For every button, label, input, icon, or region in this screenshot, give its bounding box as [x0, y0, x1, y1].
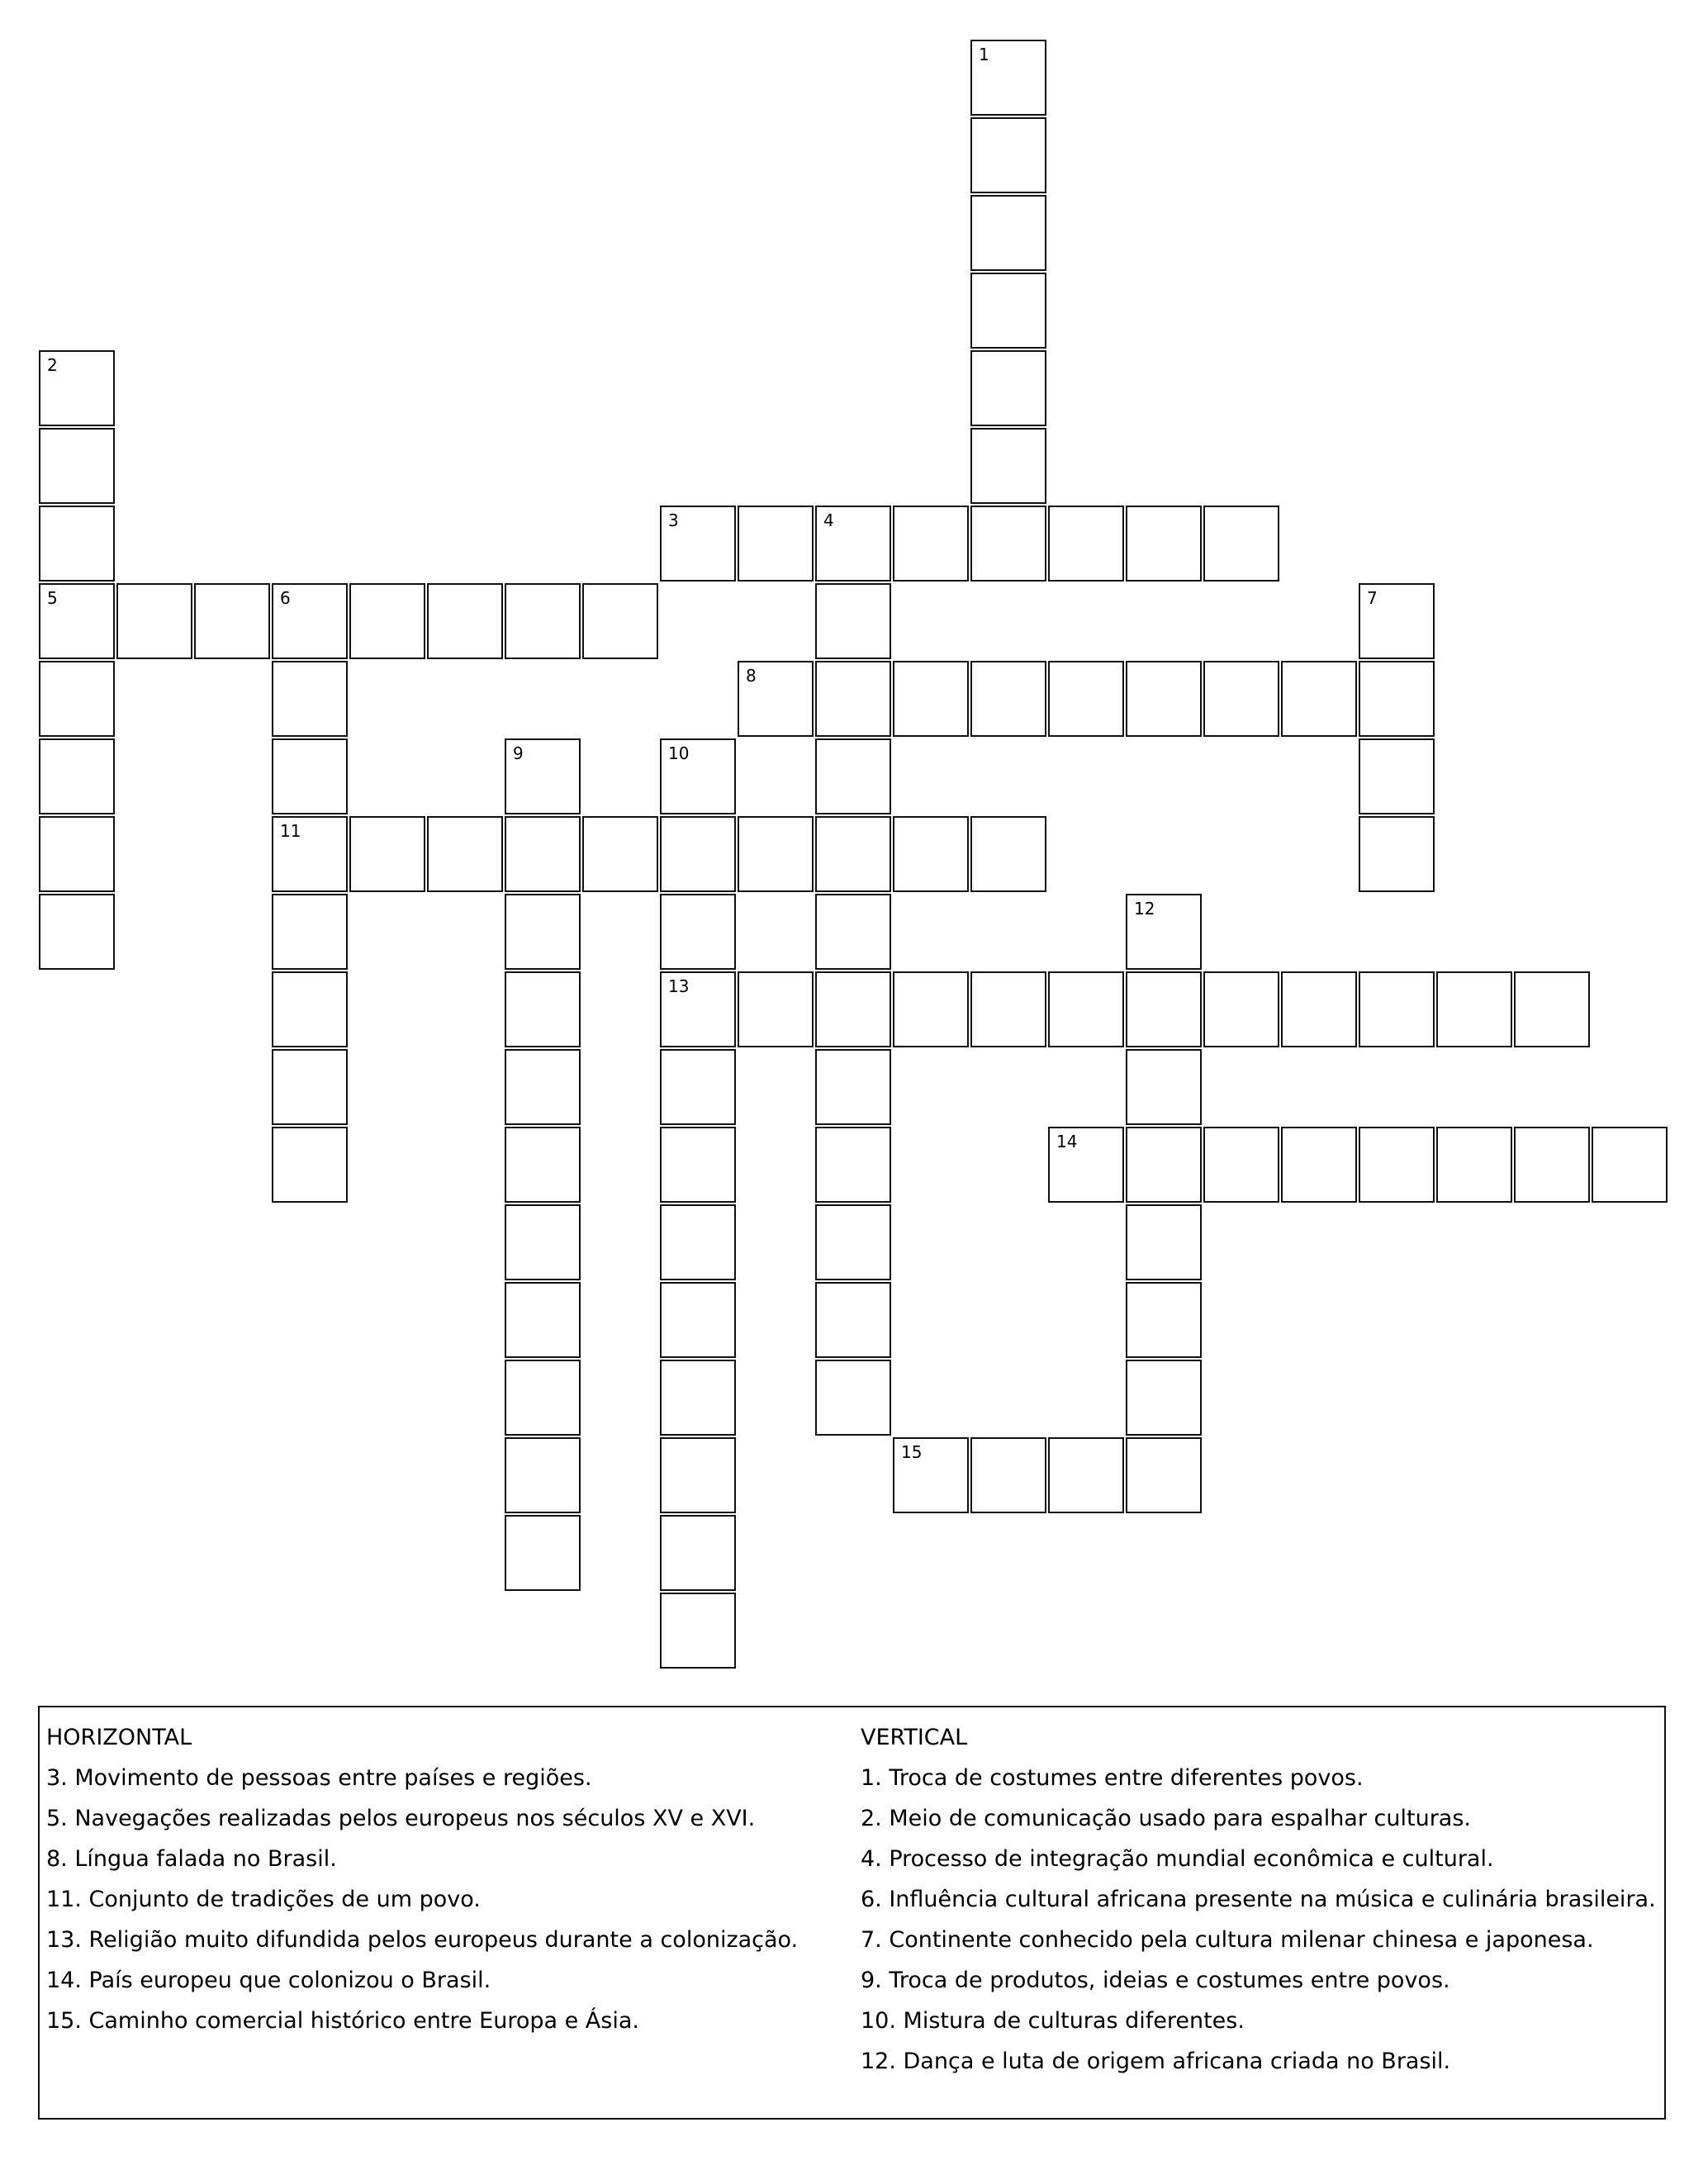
crossword-cell[interactable]: [893, 661, 969, 737]
crossword-cell[interactable]: [427, 583, 503, 659]
crossword-cell[interactable]: [1203, 1127, 1279, 1203]
crossword-cell[interactable]: [815, 1049, 891, 1125]
crossword-cell[interactable]: [738, 506, 814, 582]
crossword-cell[interactable]: [505, 971, 581, 1047]
crossword-cell[interactable]: [815, 1360, 891, 1436]
crossword-cell[interactable]: [1048, 506, 1124, 582]
crossword-cell[interactable]: [1203, 971, 1279, 1047]
vertical-title: VERTICAL: [861, 1725, 968, 1750]
crossword-cell[interactable]: [1592, 1127, 1668, 1203]
crossword-cell[interactable]: [738, 971, 814, 1047]
crossword-cell[interactable]: [815, 1204, 891, 1280]
crossword-cell[interactable]: [39, 661, 115, 737]
crossword-cell[interactable]: [349, 583, 425, 659]
clue-number: 9: [513, 743, 524, 763]
crossword-cell[interactable]: [39, 583, 115, 659]
crossword-cell[interactable]: [505, 583, 581, 659]
crossword-cell[interactable]: [1048, 1127, 1124, 1203]
clue-number: 4: [823, 510, 834, 530]
crossword-cell[interactable]: [505, 1437, 581, 1513]
crossword-cell[interactable]: [815, 894, 891, 970]
crossword-cell[interactable]: [505, 1515, 581, 1591]
clue-h-8: 8. Língua falada no Brasil.: [46, 1846, 337, 1872]
clue-number: 5: [47, 588, 58, 608]
crossword-cell[interactable]: [660, 1437, 736, 1513]
crossword-cell[interactable]: [1126, 1282, 1202, 1358]
crossword-cell[interactable]: [1203, 506, 1279, 582]
crossword-cell[interactable]: [970, 195, 1046, 271]
clue-v-7: 7. Continente conhecido pela cultura milenar chinesa e japonesa.: [861, 1927, 1594, 1953]
crossword-cell[interactable]: [893, 816, 969, 892]
clue-h-3: 3. Movimento de pessoas entre países e regiões.: [46, 1765, 592, 1791]
clue-v-10: 10. Mistura de culturas diferentes.: [861, 2008, 1245, 2034]
clue-v-2: 2. Meio de comunicação usado para espalhar culturas.: [861, 1806, 1471, 1831]
crossword-cell[interactable]: [582, 583, 658, 659]
horizontal-clues: [46, 1717, 798, 2041]
crossword-cell[interactable]: [970, 350, 1046, 426]
crossword-cell[interactable]: [1359, 1127, 1435, 1203]
crossword-cell[interactable]: [970, 971, 1046, 1047]
crossword-cell[interactable]: [970, 506, 1046, 582]
crossword-cell[interactable]: [349, 816, 425, 892]
crossword-cell[interactable]: [660, 1360, 736, 1436]
crossword-cell[interactable]: [116, 583, 192, 659]
crossword-cell[interactable]: [815, 1127, 891, 1203]
crossword-cell[interactable]: [505, 738, 581, 814]
clue-number: 3: [668, 510, 679, 530]
clue-v-1: 1. Troca de costumes entre diferentes povos.: [861, 1765, 1364, 1791]
crossword-cell[interactable]: [505, 1127, 581, 1203]
crossword-cell[interactable]: [660, 816, 736, 892]
clue-h-13: 13. Religião muito difundida pelos europeus durante a colonização.: [46, 1927, 799, 1953]
clue-h-14: 14. País europeu que colonizou o Brasil.: [46, 1968, 491, 1993]
crossword-cell[interactable]: [39, 350, 115, 426]
crossword-cell[interactable]: [970, 40, 1046, 116]
crossword-cell[interactable]: [1126, 971, 1202, 1047]
crossword-cell[interactable]: [272, 583, 348, 659]
crossword-cell[interactable]: [272, 1049, 348, 1125]
crossword-cell[interactable]: [272, 894, 348, 970]
crossword-cell[interactable]: [970, 117, 1046, 193]
crossword-cell[interactable]: [272, 738, 348, 814]
crossword-cell[interactable]: [660, 506, 736, 582]
crossword-cell[interactable]: [660, 1282, 736, 1358]
clue-v-9: 9. Troca de produtos, ideias e costumes entre povos.: [861, 1968, 1450, 1993]
crossword-cell[interactable]: [505, 1049, 581, 1125]
crossword-cell[interactable]: [1126, 894, 1202, 970]
crossword-cell[interactable]: [1048, 1437, 1124, 1513]
crossword-cell[interactable]: [39, 894, 115, 970]
clue-number: 11: [280, 821, 301, 841]
clue-number: 8: [746, 666, 757, 686]
crossword-cell[interactable]: [505, 1360, 581, 1436]
crossword-cell[interactable]: [194, 583, 270, 659]
crossword-cell[interactable]: [1359, 816, 1435, 892]
crossword-cell[interactable]: [1126, 1204, 1202, 1280]
crossword-cell[interactable]: [893, 506, 969, 582]
crossword-cell[interactable]: [815, 661, 891, 737]
crossword-cell[interactable]: [505, 816, 581, 892]
crossword-cell[interactable]: [1203, 661, 1279, 737]
clue-number: 7: [1367, 588, 1378, 608]
crossword-cell[interactable]: [1048, 971, 1124, 1047]
crossword-cell[interactable]: [815, 1282, 891, 1358]
crossword-cell[interactable]: [272, 1127, 348, 1203]
clue-h-15: 15. Caminho comercial histórico entre Europa e Ásia.: [46, 2008, 639, 2034]
clue-v-12: 12. Dança e luta de origem africana criada no Brasil.: [861, 2049, 1451, 2074]
crossword-cell[interactable]: [39, 738, 115, 814]
crossword-cell[interactable]: [272, 661, 348, 737]
crossword-cell[interactable]: [815, 506, 891, 582]
crossword-cell[interactable]: [660, 1127, 736, 1203]
crossword-cell[interactable]: [660, 1515, 736, 1591]
crossword-cell[interactable]: [970, 428, 1046, 504]
crossword-cell[interactable]: [39, 506, 115, 582]
clue-number: 6: [280, 588, 291, 608]
crossword-cell[interactable]: [505, 1282, 581, 1358]
clue-h-11: 11. Conjunto de tradições de um povo.: [46, 1887, 481, 1912]
crossword-cell[interactable]: [1514, 1127, 1590, 1203]
clues-box: [38, 1706, 1666, 2120]
clue-number: 12: [1134, 899, 1155, 919]
clue-h-5: 5. Navegações realizadas pelos europeus nos séculos XV e XVI.: [46, 1806, 756, 1831]
crossword-cell[interactable]: [1126, 1360, 1202, 1436]
crossword-cell[interactable]: [815, 971, 891, 1047]
clue-number: 1: [979, 45, 989, 64]
crossword-cell[interactable]: [815, 816, 891, 892]
crossword-cell[interactable]: [815, 583, 891, 659]
crossword-cell[interactable]: [1359, 661, 1435, 737]
crossword-cell[interactable]: [1436, 1127, 1512, 1203]
crossword-cell[interactable]: [1281, 1127, 1357, 1203]
crossword-cell[interactable]: [893, 971, 969, 1047]
horizontal-title: HORIZONTAL: [46, 1725, 192, 1750]
crossword-cell[interactable]: [1514, 971, 1590, 1047]
clue-number: 2: [47, 355, 58, 375]
vertical-clues: [861, 1717, 1656, 2082]
crossword-cell[interactable]: [1126, 1437, 1202, 1513]
crossword-cell[interactable]: [505, 894, 581, 970]
crossword-cell[interactable]: [1281, 971, 1357, 1047]
crossword-cell[interactable]: [970, 661, 1046, 737]
clue-v-6: 6. Influência cultural africana presente na música e culinária brasileira.: [861, 1887, 1656, 1912]
crossword-cell[interactable]: [660, 1049, 736, 1125]
crossword-cell[interactable]: [39, 428, 115, 504]
crossword-cell[interactable]: [1436, 971, 1512, 1047]
crossword-cell[interactable]: [272, 816, 348, 892]
crossword-cell[interactable]: [505, 1204, 581, 1280]
crossword-cell[interactable]: [970, 273, 1046, 349]
crossword-cell[interactable]: [1126, 1127, 1202, 1203]
crossword-cell[interactable]: [1126, 1049, 1202, 1125]
crossword-cell[interactable]: [660, 894, 736, 970]
crossword-cell[interactable]: [970, 1437, 1046, 1513]
clue-v-4: 4. Processo de integração mundial econômica e cultural.: [861, 1846, 1494, 1872]
crossword-cell[interactable]: [1359, 738, 1435, 814]
crossword-cell[interactable]: [893, 1437, 969, 1513]
crossword-cell[interactable]: [660, 738, 736, 814]
crossword-cell[interactable]: [1048, 661, 1124, 737]
crossword-cell[interactable]: [815, 738, 891, 814]
crossword-cell[interactable]: [1126, 661, 1202, 737]
crossword-cell[interactable]: [1359, 971, 1435, 1047]
clue-number: 10: [668, 743, 690, 763]
clue-number: 13: [668, 976, 690, 996]
crossword-cell[interactable]: [39, 816, 115, 892]
crossword-cell[interactable]: [970, 816, 1046, 892]
crossword-cell[interactable]: [660, 1204, 736, 1280]
crossword-cell[interactable]: [427, 816, 503, 892]
crossword-cell[interactable]: [738, 816, 814, 892]
crossword-cell[interactable]: [738, 661, 814, 737]
crossword-cell[interactable]: [660, 971, 736, 1047]
crossword-cell[interactable]: [272, 971, 348, 1047]
crossword-cell[interactable]: [1281, 661, 1357, 737]
crossword-cell[interactable]: [660, 1593, 736, 1669]
crossword-cell[interactable]: [582, 816, 658, 892]
crossword-cell[interactable]: [1359, 583, 1435, 659]
clue-number: 15: [901, 1442, 923, 1462]
crossword-cell[interactable]: [1126, 506, 1202, 582]
clue-number: 14: [1056, 1132, 1078, 1151]
